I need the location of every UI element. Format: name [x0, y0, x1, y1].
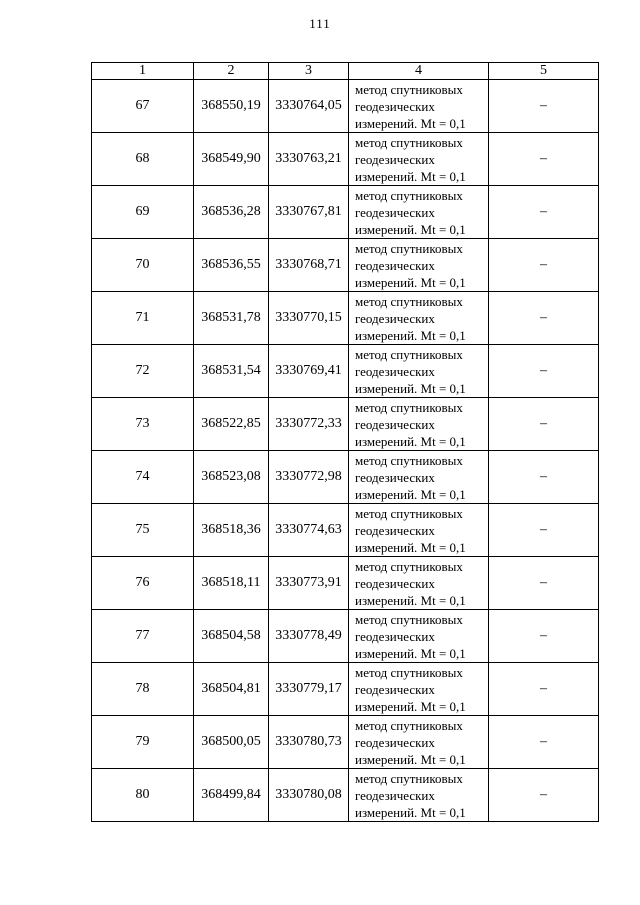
method-line: метод спутниковых [355, 240, 463, 256]
method-cell [349, 186, 489, 239]
method-line: геодезических [355, 734, 435, 750]
method-line: измерений. Mt = 0,1 [355, 115, 466, 131]
point-number-cell: 71 [92, 292, 194, 345]
x-coordinate-cell: 368500,05 [194, 716, 269, 769]
method-line: геодезических [355, 204, 435, 220]
table-row [92, 451, 599, 504]
table-row [92, 239, 599, 292]
point-number-cell: 69 [92, 186, 194, 239]
method-line: геодезических [355, 469, 435, 485]
method-line: геодезических [355, 787, 435, 803]
y-coordinate-cell: 3330769,41 [269, 345, 349, 398]
x-coordinate-cell: 368550,19 [194, 80, 269, 133]
note-cell: – [489, 451, 599, 504]
table-row [92, 716, 599, 769]
note-cell: – [489, 239, 599, 292]
method-line: метод спутниковых [355, 293, 463, 309]
table-row [92, 345, 599, 398]
point-number-cell: 75 [92, 504, 194, 557]
x-coordinate-cell: 368499,84 [194, 769, 269, 822]
note-cell: – [489, 186, 599, 239]
x-coordinate-cell: 368536,55 [194, 239, 269, 292]
y-coordinate-cell: 3330780,08 [269, 769, 349, 822]
header-row [92, 63, 599, 80]
note-cell: – [489, 398, 599, 451]
x-coordinate-cell: 368504,58 [194, 610, 269, 663]
y-coordinate-cell: 3330773,91 [269, 557, 349, 610]
x-coordinate-cell: 368518,36 [194, 504, 269, 557]
method-line: геодезических [355, 628, 435, 644]
method-line: метод спутниковых [355, 134, 463, 150]
table-row [92, 186, 599, 239]
table-header [92, 63, 599, 80]
note-cell: – [489, 80, 599, 133]
method-line: измерений. Mt = 0,1 [355, 592, 466, 608]
y-coordinate-cell: 3330764,05 [269, 80, 349, 133]
method-cell [349, 133, 489, 186]
point-number-cell: 79 [92, 716, 194, 769]
point-number-cell: 72 [92, 345, 194, 398]
method-line: измерений. Mt = 0,1 [355, 698, 466, 714]
x-coordinate-cell: 368549,90 [194, 133, 269, 186]
point-number-cell: 78 [92, 663, 194, 716]
note-cell: – [489, 292, 599, 345]
point-number-cell: 73 [92, 398, 194, 451]
method-line: метод спутниковых [355, 452, 463, 468]
header-cell-point-number: 1 [92, 63, 194, 80]
y-coordinate-cell: 3330780,73 [269, 716, 349, 769]
y-coordinate-cell: 3330763,21 [269, 133, 349, 186]
table-row [92, 769, 599, 822]
method-line: метод спутниковых [355, 611, 463, 627]
table-row [92, 610, 599, 663]
note-cell: – [489, 716, 599, 769]
note-cell: – [489, 345, 599, 398]
y-coordinate-cell: 3330772,33 [269, 398, 349, 451]
x-coordinate-cell: 368531,78 [194, 292, 269, 345]
table-row [92, 292, 599, 345]
point-number-cell: 76 [92, 557, 194, 610]
method-line: метод спутниковых [355, 505, 463, 521]
method-line: геодезических [355, 416, 435, 432]
x-coordinate-cell: 368531,54 [194, 345, 269, 398]
method-line: метод спутниковых [355, 187, 463, 203]
table-row [92, 557, 599, 610]
point-number-cell: 70 [92, 239, 194, 292]
header-cell-x: 2 [194, 63, 269, 80]
method-cell [349, 345, 489, 398]
point-number-cell: 67 [92, 80, 194, 133]
method-line: метод спутниковых [355, 664, 463, 680]
method-line: метод спутниковых [355, 399, 463, 415]
method-line: измерений. Mt = 0,1 [355, 804, 466, 820]
method-line: геодезических [355, 98, 435, 114]
method-line: измерений. Mt = 0,1 [355, 433, 466, 449]
method-cell [349, 663, 489, 716]
method-line: геодезических [355, 310, 435, 326]
method-line: геодезических [355, 257, 435, 273]
method-line: метод спутниковых [355, 558, 463, 574]
method-line: метод спутниковых [355, 346, 463, 362]
y-coordinate-cell: 3330774,63 [269, 504, 349, 557]
note-cell: – [489, 610, 599, 663]
method-cell [349, 292, 489, 345]
note-cell: – [489, 769, 599, 822]
method-line: измерений. Mt = 0,1 [355, 751, 466, 767]
table-row [92, 398, 599, 451]
method-cell [349, 769, 489, 822]
method-line: измерений. Mt = 0,1 [355, 274, 466, 290]
method-cell [349, 398, 489, 451]
y-coordinate-cell: 3330772,98 [269, 451, 349, 504]
header-cell-y: 3 [269, 63, 349, 80]
x-coordinate-cell: 368536,28 [194, 186, 269, 239]
method-line: измерений. Mt = 0,1 [355, 168, 466, 184]
x-coordinate-cell: 368518,11 [194, 557, 269, 610]
point-number-cell: 68 [92, 133, 194, 186]
method-line: измерений. Mt = 0,1 [355, 327, 466, 343]
table-row [92, 504, 599, 557]
table-row [92, 663, 599, 716]
method-cell [349, 239, 489, 292]
method-line: метод спутниковых [355, 770, 463, 786]
y-coordinate-cell: 3330770,15 [269, 292, 349, 345]
method-line: геодезических [355, 522, 435, 538]
page-number: 111 [309, 16, 331, 31]
x-coordinate-cell: 368504,81 [194, 663, 269, 716]
method-cell [349, 504, 489, 557]
method-cell [349, 451, 489, 504]
method-line: измерений. Mt = 0,1 [355, 645, 466, 661]
header-cell-method: 4 [349, 63, 489, 80]
table-row [92, 80, 599, 133]
coordinates-table [91, 62, 599, 822]
method-cell [349, 80, 489, 133]
note-cell: – [489, 557, 599, 610]
method-line: геодезических [355, 363, 435, 379]
method-line: измерений. Mt = 0,1 [355, 380, 466, 396]
y-coordinate-cell: 3330767,81 [269, 186, 349, 239]
note-cell: – [489, 504, 599, 557]
method-line: измерений. Mt = 0,1 [355, 539, 466, 555]
y-coordinate-cell: 3330779,17 [269, 663, 349, 716]
x-coordinate-cell: 368522,85 [194, 398, 269, 451]
note-cell: – [489, 133, 599, 186]
method-line: геодезических [355, 151, 435, 167]
method-line: геодезических [355, 681, 435, 697]
method-line: измерений. Mt = 0,1 [355, 221, 466, 237]
table-body [92, 80, 599, 822]
x-coordinate-cell: 368523,08 [194, 451, 269, 504]
y-coordinate-cell: 3330778,49 [269, 610, 349, 663]
method-line: измерений. Mt = 0,1 [355, 486, 466, 502]
note-cell: – [489, 663, 599, 716]
method-cell [349, 610, 489, 663]
point-number-cell: 74 [92, 451, 194, 504]
method-line: метод спутниковых [355, 717, 463, 733]
point-number-cell: 77 [92, 610, 194, 663]
table-row [92, 133, 599, 186]
method-line: геодезических [355, 575, 435, 591]
point-number-cell: 80 [92, 769, 194, 822]
y-coordinate-cell: 3330768,71 [269, 239, 349, 292]
method-cell [349, 716, 489, 769]
method-cell [349, 557, 489, 610]
header-cell-note: 5 [489, 63, 599, 80]
method-line: метод спутниковых [355, 81, 463, 97]
